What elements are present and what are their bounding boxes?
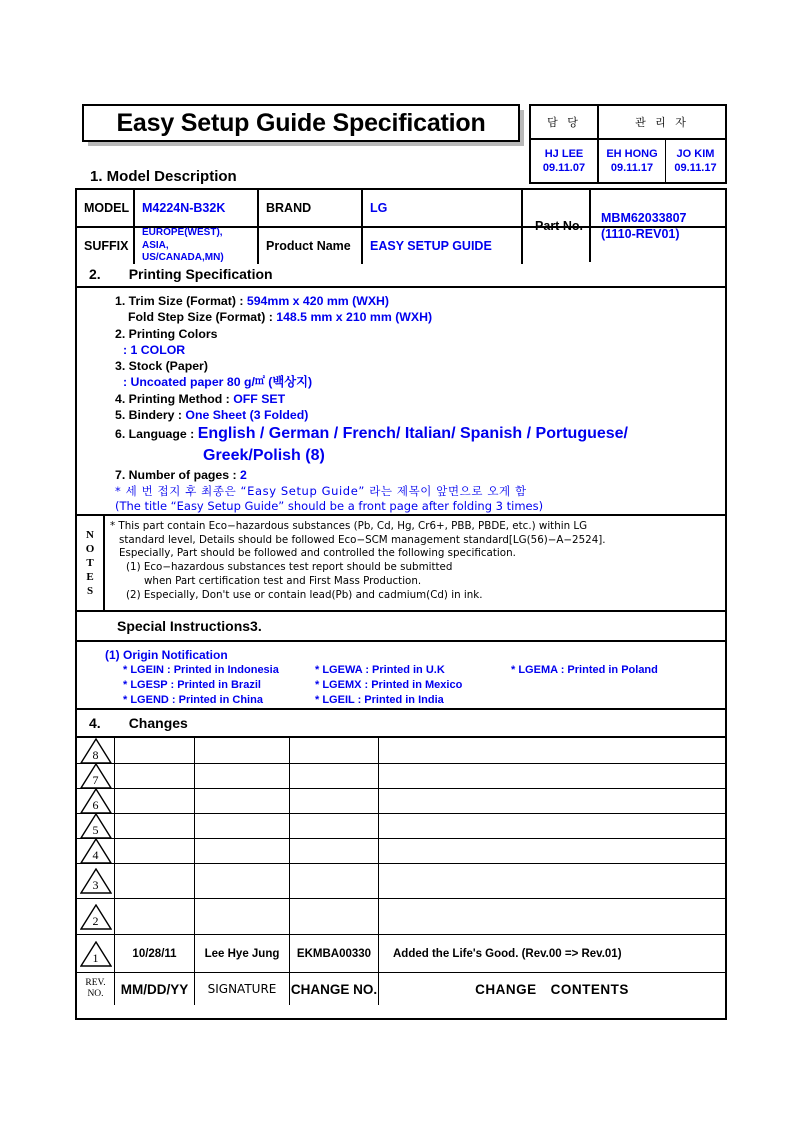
notes-line-5: when Part certification test and First Mass Production. (144, 574, 422, 587)
revision-contents (379, 864, 725, 898)
notes-label-letter-o: O (85, 543, 95, 555)
spec-number-of-pages (115, 467, 725, 483)
table-row (77, 764, 725, 789)
spec-printing-method-value: OFF SET (233, 391, 286, 406)
approver-2 (599, 140, 666, 184)
spec-fold-size-label: Fold Step Size (Format) : (128, 310, 277, 325)
approval-header-charge: 담 당 (531, 106, 599, 138)
revision-contents: Added the Life's Good. (Rev.00 => Rev.01) (393, 947, 622, 960)
spec-note-english: (The title “Easy Setup Guide” should be a front page after folding 3 times) (115, 499, 544, 514)
change-no-header: CHANGE NO. (290, 973, 379, 1005)
origin-notification-title: (1) Origin Notification (105, 648, 228, 662)
spec-trim-size-label: 1. Trim Size (Format) : (115, 294, 247, 308)
spec-printing-colors-value: : 1 COLOR (123, 342, 186, 357)
origin-lgema: * LGEMA : Printed in Poland (511, 664, 658, 676)
brand-value: LG (363, 190, 523, 226)
spec-trim-size-value: 594mm x 420 mm (WXH) (246, 294, 390, 308)
revision-number: 3 (92, 878, 99, 892)
approver-1-name: HJ LEE (544, 148, 584, 161)
revision-triangle-icon (80, 838, 112, 864)
revision-contents (379, 764, 725, 788)
table-row (77, 839, 725, 864)
revision-signature (195, 839, 290, 863)
revision-signature (195, 899, 290, 934)
spec-bindery-value: One Sheet (3 Folded) (185, 408, 309, 423)
special-instructions-body (77, 642, 725, 710)
notes-line-3: Especially, Part should be followed and controlled the following specification. (119, 547, 516, 560)
revision-contents (379, 738, 725, 763)
revision-marker-cell (77, 814, 115, 838)
spec-language-value-line1: English / German / French/ Italian/ Spanish / Portuguese/ (197, 425, 628, 443)
brand-label: BRAND (259, 190, 363, 226)
approver-2-name: EH HONG (606, 148, 658, 161)
rev-no-header-line1: REV. (85, 978, 106, 988)
revision-change-no (290, 899, 379, 934)
notes-label-letter-s: S (86, 585, 94, 597)
signature-header: SIGNATURE (195, 973, 290, 1005)
spec-stock-value-korean: (백상지) (264, 375, 313, 390)
approval-header-manager: 관 리 자 (635, 116, 689, 129)
suffix-label: SUFFIX (77, 228, 135, 264)
rev-no-header-line2: NO. (87, 989, 104, 999)
notes-block (77, 516, 725, 612)
spec-trim-size (115, 293, 725, 309)
revision-marker-cell (77, 864, 115, 898)
origin-lgein: * LGEIN : Printed in Indonesia (123, 664, 279, 676)
revision-date (115, 839, 195, 863)
change-contents-header (379, 973, 725, 1005)
spec-printing-method (115, 391, 725, 407)
part-no-value-line2: (1110-REV01) (601, 227, 680, 241)
approver-3 (666, 140, 725, 184)
spec-language-line2 (115, 445, 725, 467)
approver-2-date: 09.11.17 (610, 162, 654, 174)
notes-label-letter-e: E (86, 571, 94, 583)
page-title: Easy Setup Guide Specification (116, 108, 486, 137)
revision-number: 7 (92, 773, 99, 787)
revision-triangle-icon (80, 868, 112, 894)
revision-triangle-icon (80, 788, 112, 814)
notes-label-letter-n: N (86, 529, 94, 541)
part-no-value (591, 190, 725, 262)
revision-date (115, 864, 195, 898)
notes-label-letter-t: T (86, 557, 94, 569)
table-row (77, 899, 725, 935)
notes-line-6: (2) Especially, Don't use or contain lead(Pb) and cadmium(Cd) in ink. (126, 588, 483, 601)
changes-title: Changes (128, 715, 188, 731)
origin-row (105, 678, 725, 693)
revision-signature (195, 789, 290, 813)
document-title-banner (82, 104, 520, 142)
revision-date (115, 814, 195, 838)
changes-table-footer-row (77, 973, 725, 1005)
approver-1-date: 09.11.07 (542, 162, 586, 174)
revision-contents (379, 789, 725, 813)
revision-signature (195, 738, 290, 763)
spec-number-of-pages-value: 2 (240, 468, 247, 483)
model-value: M4224N-B32K (135, 190, 259, 226)
revision-date (115, 899, 195, 934)
revision-date (115, 764, 195, 788)
revision-number: 5 (92, 823, 99, 837)
origin-lgeil: * LGEIL : Printed in India (315, 694, 444, 706)
revision-change-no (290, 738, 379, 763)
model-label: MODEL (77, 190, 135, 226)
revision-marker-cell (77, 789, 115, 813)
revision-change-no (290, 789, 379, 813)
origin-lgend: * LGEND : Printed in China (123, 694, 263, 706)
spec-printing-method-label: 4. Printing Method : (115, 391, 234, 406)
special-instructions-header (77, 612, 725, 642)
approval-header-row (531, 106, 725, 140)
revision-number: 2 (92, 913, 99, 928)
notes-line-2: standard level, Details should be followed Eco−SCM management standard[LG(56)−A−2524]. (119, 533, 606, 546)
printing-specification-header (77, 262, 725, 288)
table-row (77, 738, 725, 764)
origin-row3-empty (511, 693, 725, 708)
notes-label (77, 516, 105, 610)
printing-specification-body (77, 288, 725, 516)
revision-contents (379, 814, 725, 838)
origin-lgewa: * LGEWA : Printed in U.K (315, 664, 445, 676)
revision-change-no: EKMBA00330 (290, 935, 379, 972)
revision-contents (379, 899, 725, 934)
suffix-value-line2: US/CANADA,MN) (142, 252, 224, 264)
special-instructions-title: Special Instructions3. (117, 618, 262, 634)
spec-bindery-label: 5. Bindery : (115, 408, 186, 423)
printing-specification-title: Printing Specification (128, 266, 273, 282)
revision-number: 6 (92, 798, 99, 812)
origin-lgesp: * LGESP : Printed in Brazil (123, 679, 261, 691)
revision-triangle-icon (80, 738, 112, 764)
revision-change-no (290, 864, 379, 898)
origin-row (105, 663, 725, 678)
revision-contents (379, 839, 725, 863)
revision-triangle-icon (80, 763, 112, 789)
changes-table (77, 738, 725, 1005)
notes-line-4: (1) Eco−hazardous substances test report should be submitted (126, 561, 453, 574)
spec-language-value-line2: Greek/Polish (8) (203, 447, 325, 465)
revision-change-no (290, 839, 379, 863)
main-specification-frame (75, 188, 727, 1020)
rev-no-header (77, 973, 115, 1005)
revision-marker-cell (77, 839, 115, 863)
revision-marker-cell (77, 764, 115, 788)
approval-signers-row (531, 140, 725, 184)
revision-date: 10/28/11 (115, 935, 195, 972)
revision-triangle-icon (80, 904, 112, 930)
revision-number: 1 (92, 950, 99, 965)
revision-signature: Lee Hye Jung (195, 935, 290, 972)
revision-change-no (290, 764, 379, 788)
spec-language (115, 423, 725, 445)
table-row (77, 935, 725, 973)
approval-block (529, 104, 727, 184)
spec-fold-size (115, 309, 725, 325)
spec-stock-value-main: : Uncoated paper 80 g/ (123, 375, 255, 390)
model-description-heading: 1. Model Description (90, 168, 237, 185)
spec-stock-unit: ㎡ (254, 376, 265, 388)
revision-change-no (290, 814, 379, 838)
revision-signature (195, 814, 290, 838)
approver-3-name: JO KIM (676, 148, 715, 161)
table-row (77, 814, 725, 839)
revision-number: 8 (92, 747, 99, 762)
change-contents-header-b: CONTENTS (550, 981, 629, 997)
spec-language-label: 6. Language : (115, 427, 198, 442)
spec-number-of-pages-label: 7. Number of pages : (115, 468, 241, 483)
part-no-label: Part No. (529, 190, 591, 262)
origin-row (105, 693, 725, 708)
notes-line-1: * This part contain Eco−hazardous substances (Pb, Cd, Hg, Cr6+, PBB, PBDE, etc.) within LG (110, 520, 588, 532)
model-description-table (77, 190, 725, 262)
revision-marker-cell (77, 899, 115, 934)
changes-header (77, 710, 725, 738)
revision-signature (195, 864, 290, 898)
product-name-label: Product Name (259, 228, 363, 264)
spec-stock-value (115, 374, 725, 390)
revision-signature (195, 764, 290, 788)
revision-triangle-icon (80, 813, 112, 839)
revision-triangle-icon (80, 941, 112, 967)
table-row (77, 789, 725, 814)
spec-note-korean: * 세 번 접지 후 최종은 “Easy Setup Guide” 라는 제목이 앞면으로 오게 함 (115, 483, 527, 498)
change-contents-header-a: CHANGE (475, 981, 537, 997)
date-header: MM/DD/YY (115, 973, 195, 1005)
table-row (77, 864, 725, 899)
revision-date (115, 738, 195, 763)
origin-lgemx: * LGEMX : Printed in Mexico (315, 679, 463, 691)
suffix-value-line1: EUROPE(WEST), ASIA, (142, 227, 223, 251)
spec-printing-colors-label: 2. Printing Colors (115, 326, 218, 341)
product-name-value: EASY SETUP GUIDE (363, 228, 523, 264)
origin-row2-empty (511, 678, 725, 693)
approver-3-date: 09.11.17 (674, 162, 717, 174)
part-no-value-line1: MBM62033807 (601, 210, 687, 225)
suffix-value (135, 228, 259, 264)
revision-marker-cell (77, 935, 115, 972)
spec-bindery (115, 407, 725, 423)
spec-fold-size-value: 148.5 mm x 210 mm (WXH) (276, 310, 433, 325)
revision-marker-cell (77, 738, 115, 763)
spec-stock-label: 3. Stock (Paper) (115, 359, 208, 374)
revision-date (115, 789, 195, 813)
printing-specification-number: 2. (89, 266, 101, 282)
part-number-group (529, 190, 725, 262)
notes-body (105, 516, 725, 610)
revision-number: 4 (92, 848, 99, 862)
approver-1 (531, 140, 599, 184)
changes-number: 4. (89, 715, 101, 731)
